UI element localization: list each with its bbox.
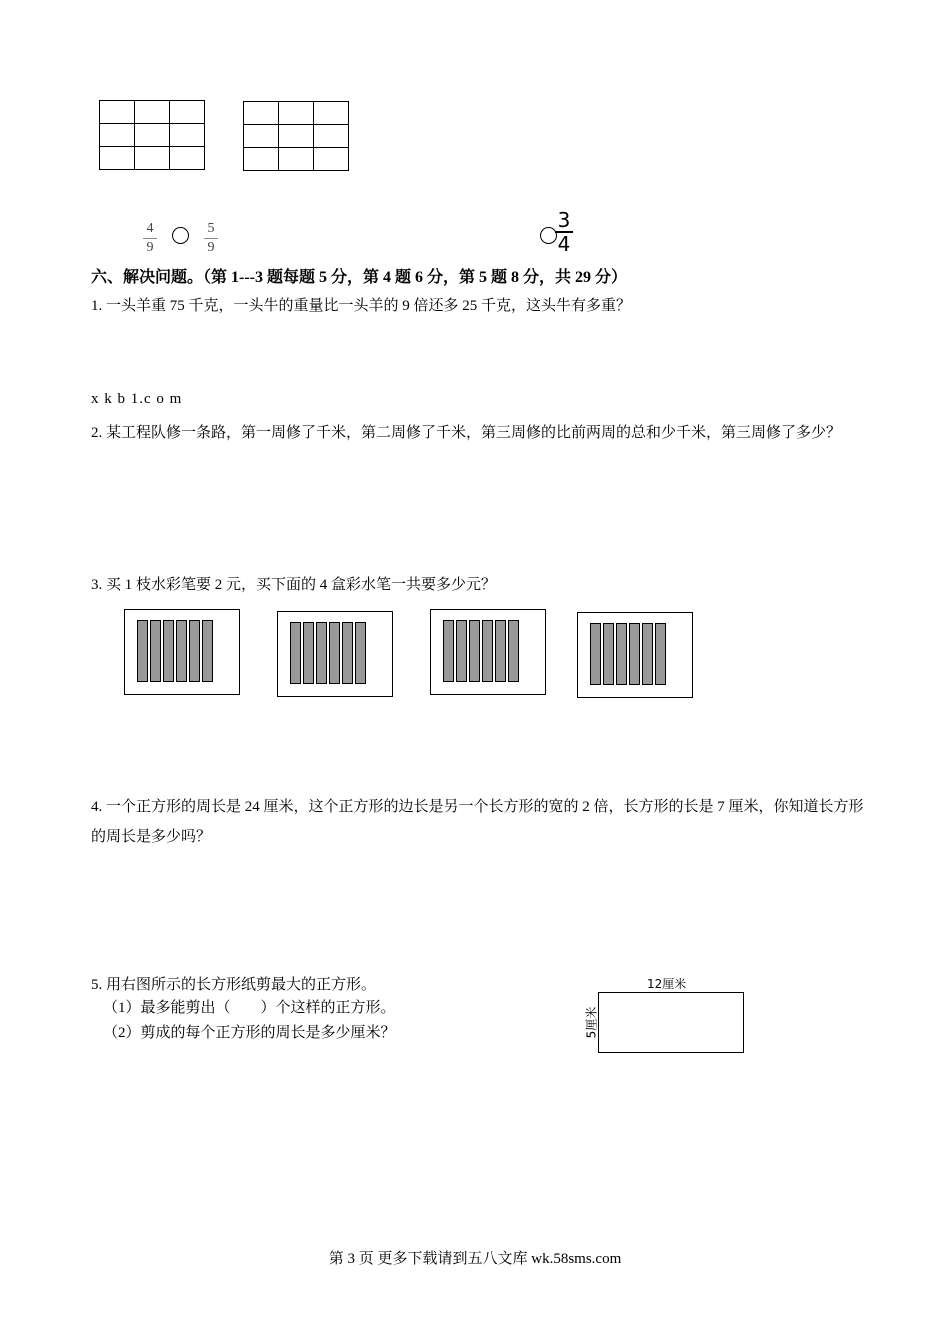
question-4: 4. 一个正方形的周长是 24 厘米，这个正方形的边长是另一个长方形的宽的 2 倍，长方形的长是 7 厘米，你知道长方形的周长是多少吗？ — [91, 799, 864, 845]
question-5-line-1: 5. 用右图所示的长方形纸剪最大的正方形。 — [91, 977, 377, 993]
question-1: 1. 一头羊重 75 千克，一头牛的重量比一头羊的 9 倍还多 25 千克，这头牛有多重？ — [91, 298, 632, 314]
fraction-blank-num: 3 — [557, 208, 571, 232]
fraction-left-num: 4 — [146, 221, 154, 236]
watermark-text: x k b 1.c o m — [91, 391, 183, 407]
pencil-icon — [355, 622, 366, 684]
pencil-box — [124, 609, 240, 695]
pencil-icon — [482, 620, 493, 682]
pencil-box — [430, 609, 546, 695]
pencil-icon — [303, 622, 314, 684]
fraction-blank-den: 4 — [557, 232, 571, 256]
fraction-blank — [555, 210, 573, 254]
page-footer: 第 3 页 更多下载请到五八文库 wk.58sms.com — [328, 1251, 622, 1267]
pencil-icon — [316, 622, 327, 684]
fraction-left-den: 9 — [146, 240, 154, 255]
figure-width-label: 5厘米 — [584, 1006, 599, 1039]
pencil-icon — [443, 620, 454, 682]
pencil-icon — [202, 620, 213, 682]
section-title: 六、解决问题。（第 1---3 题每题 5 分，第 4 题 6 分，第 5 题 8 分，共 29 分） — [91, 269, 627, 286]
pencil-box — [577, 612, 693, 698]
pencil-icon — [329, 622, 340, 684]
pencil-box — [277, 611, 393, 697]
pencil-icon — [616, 623, 627, 685]
fraction-left — [143, 221, 157, 256]
question-2: 2. 某工程队修一条路，第一周修了千米，第二周修了千米，第三周修的比前两周的总和少千米，第三周修了多少？ — [91, 425, 842, 441]
pencil-icon — [189, 620, 200, 682]
pencil-icon — [603, 623, 614, 685]
question-5-line-2: （1）最多能剪出（ ）个这样的正方形。 — [103, 1000, 396, 1016]
question-5-line-3: （2）剪成的每个正方形的周长是多少厘米？ — [103, 1025, 396, 1041]
comparison-circle[interactable] — [172, 227, 189, 244]
rectangle-figure — [598, 992, 744, 1053]
pencil-icon — [290, 622, 301, 684]
pencil-icon — [655, 623, 666, 685]
pencil-icon — [163, 620, 174, 682]
pencil-icon — [137, 620, 148, 682]
figure-length-label: 12厘米 — [647, 977, 687, 991]
fraction-right-den: 9 — [207, 240, 215, 255]
pencil-icon — [469, 620, 480, 682]
pencil-icon — [590, 623, 601, 685]
pencil-icon — [495, 620, 506, 682]
pencil-icon — [150, 620, 161, 682]
pencil-icon — [629, 623, 640, 685]
grid-left — [99, 100, 205, 170]
pencil-icon — [176, 620, 187, 682]
pencil-icon — [456, 620, 467, 682]
fraction-right-num: 5 — [207, 221, 215, 236]
pencil-icon — [508, 620, 519, 682]
pencil-icon — [642, 623, 653, 685]
question-3: 3. 买 1 枝水彩笔要 2 元，买下面的 4 盒彩水笔一共要多少元？ — [91, 577, 497, 593]
pencil-icon — [342, 622, 353, 684]
fraction-right — [204, 221, 218, 256]
grid-right — [243, 101, 349, 171]
